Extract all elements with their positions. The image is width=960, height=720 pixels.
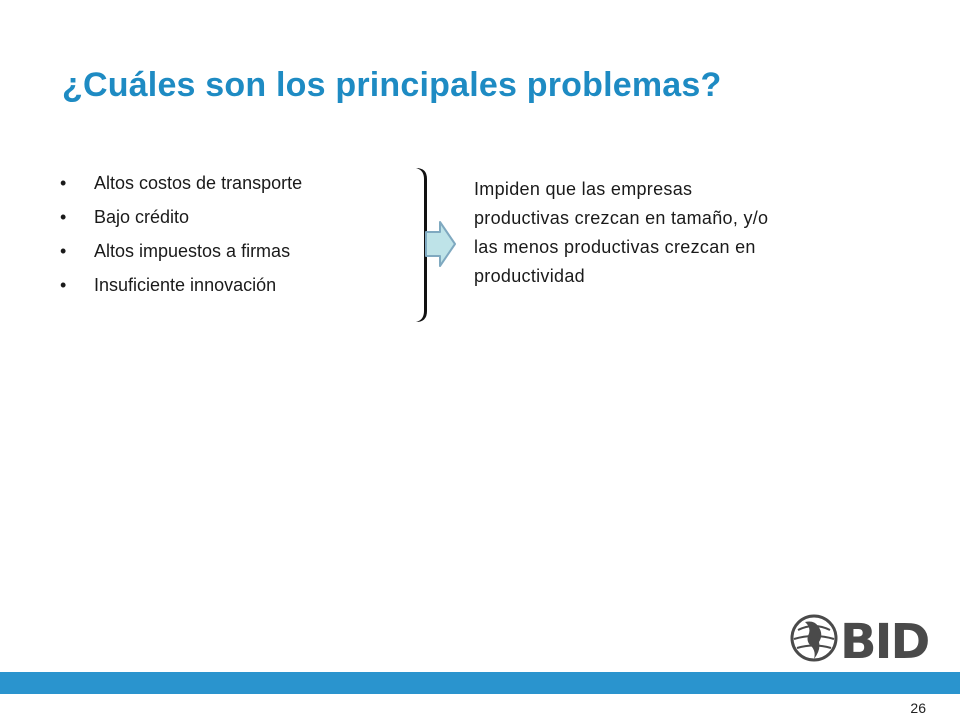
consequence-text: Impiden que las empresas productivas crezcan en tamaño, y/o las menos productivas crezcan en productividad <box>474 179 769 286</box>
bullet-icon: • <box>60 207 67 227</box>
right-arrow-icon <box>426 222 455 266</box>
bullet-icon: • <box>60 275 67 295</box>
bullet-icon: • <box>60 241 67 261</box>
page-number: 26 <box>910 700 926 716</box>
list-item-text: Insuficiente innovación <box>94 275 277 295</box>
bracket-arrow-graphic <box>410 165 466 325</box>
list-item-text: Bajo crédito <box>94 207 190 227</box>
globe-icon <box>792 616 836 660</box>
footer-bar <box>0 672 960 694</box>
list-item-text: Altos costos de transporte <box>94 173 303 193</box>
list-item <box>58 240 302 263</box>
bullet-icon: • <box>60 173 67 193</box>
list-item-text: Altos impuestos a firmas <box>94 241 291 261</box>
bid-logo <box>790 612 930 664</box>
list-item <box>58 274 302 297</box>
problem-list <box>58 172 302 308</box>
list-item <box>58 172 302 195</box>
logo-wordmark: BID <box>840 614 929 664</box>
slide-title: ¿Cuáles son los principales problemas? <box>62 66 722 104</box>
list-item <box>58 206 302 229</box>
